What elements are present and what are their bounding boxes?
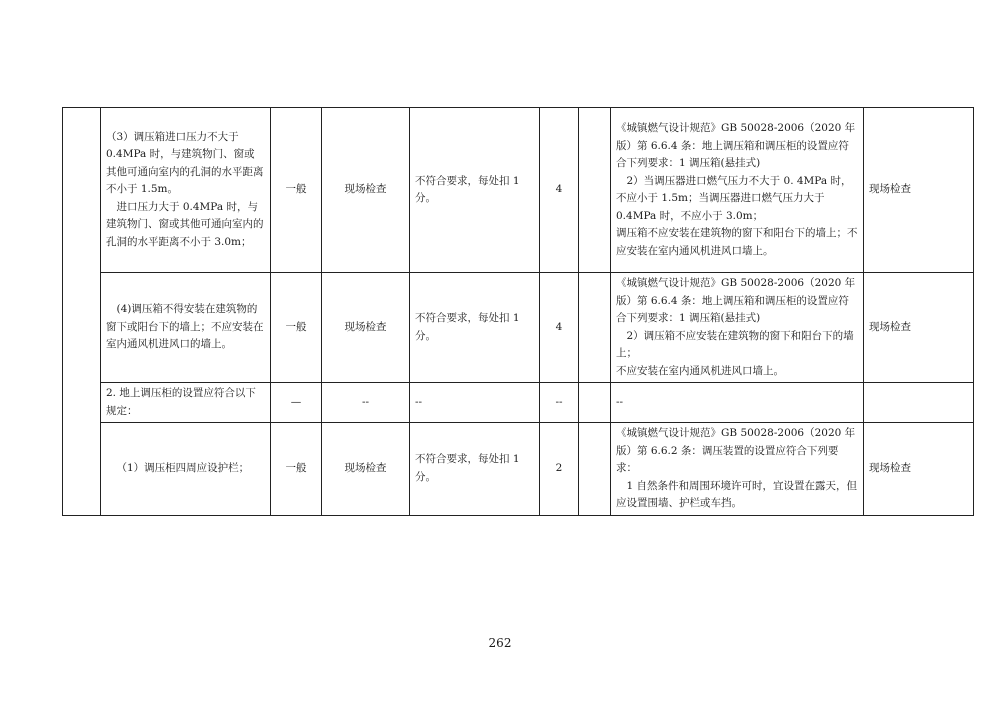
deduction-cell: -- xyxy=(410,383,540,423)
score-cell: 2 xyxy=(540,423,579,516)
score-cell: 4 xyxy=(540,273,579,383)
basis-cell: -- xyxy=(611,383,864,423)
basis-cell: 《城镇燃气设计规范》GB 50028-2006（2020 年版）第 6.6.4 条：地上调压箱和调压柜的设置应符合下列要求：1 调压箱(悬挂式) 2）当调压器进口燃气压力不大于 0. 4MPa 时，不应小于 1.5m；当调压器进口燃气压力大于 0.4MPa 时，不应小于 3.0m； 调压箱不应安装在建筑物的窗下和阳台下的墙上；不应安装在室内通风机进风口墙上。 xyxy=(611,108,864,273)
requirement-cell: (4)调压箱不得安装在建筑物的窗下或阳台下的墙上；不应安装在室内通风机进风口的墙上。 xyxy=(101,273,271,383)
table-row xyxy=(63,383,974,423)
inspection-table xyxy=(62,107,974,516)
requirement-cell: （1）调压柜四周应设护栏； xyxy=(101,423,271,516)
basis-cell: 《城镇燃气设计规范》GB 50028-2006（2020 年版）第 6.6.2 条：调压装置的设置应符合下列要求： 1 自然条件和周围环境许可时，宜设置在露天，但应设置围墙、护栏或车挡。 xyxy=(611,423,864,516)
score-cell: -- xyxy=(540,383,579,423)
table-row xyxy=(63,273,974,383)
table-row xyxy=(63,423,974,516)
requirement-cell: 2. 地上调压柜的设置应符合以下规定： xyxy=(101,383,271,423)
method-cell: -- xyxy=(322,383,410,423)
blank-cell xyxy=(579,273,611,383)
category-cell: 一般 xyxy=(271,108,322,273)
category-cell: 一般 xyxy=(271,273,322,383)
blank-column-cell xyxy=(63,108,101,516)
blank-cell xyxy=(579,383,611,423)
blank-cell xyxy=(579,423,611,516)
page-number: 262 xyxy=(488,636,512,650)
deduction-cell: 不符合要求，每处扣 1 分。 xyxy=(410,423,540,516)
blank-cell xyxy=(579,108,611,273)
basis-cell: 《城镇燃气设计规范》GB 50028-2006（2020 年版）第 6.6.4 条：地上调压箱和调压柜的设置应符合下列要求：1 调压箱(悬挂式) 2）调压箱不应安装在建筑物的窗下和阳台下的墙上； 不应安装在室内通风机进风口墙上。 xyxy=(611,273,864,383)
method-cell: 现场检查 xyxy=(322,423,410,516)
check-cell: 现场检查 xyxy=(864,423,974,516)
category-cell: — xyxy=(271,383,322,423)
check-cell: 现场检查 xyxy=(864,273,974,383)
method-cell: 现场检查 xyxy=(322,108,410,273)
method-cell: 现场检查 xyxy=(322,273,410,383)
category-cell: 一般 xyxy=(271,423,322,516)
check-cell xyxy=(864,383,974,423)
requirement-cell: （3）调压箱进口压力不大于 0.4MPa 时，与建筑物门、窗或其他可通向室内的孔洞的水平距离不小于 1.5m。 进口压力大于 0.4MPa 时，与建筑物门、窗或其他可通向室内的孔洞的水平距离不小于 3.0m； xyxy=(101,108,271,273)
deduction-cell: 不符合要求，每处扣 1 分。 xyxy=(410,108,540,273)
table-row xyxy=(63,108,974,273)
deduction-cell: 不符合要求，每处扣 1 分。 xyxy=(410,273,540,383)
score-cell: 4 xyxy=(540,108,579,273)
check-cell: 现场检查 xyxy=(864,108,974,273)
